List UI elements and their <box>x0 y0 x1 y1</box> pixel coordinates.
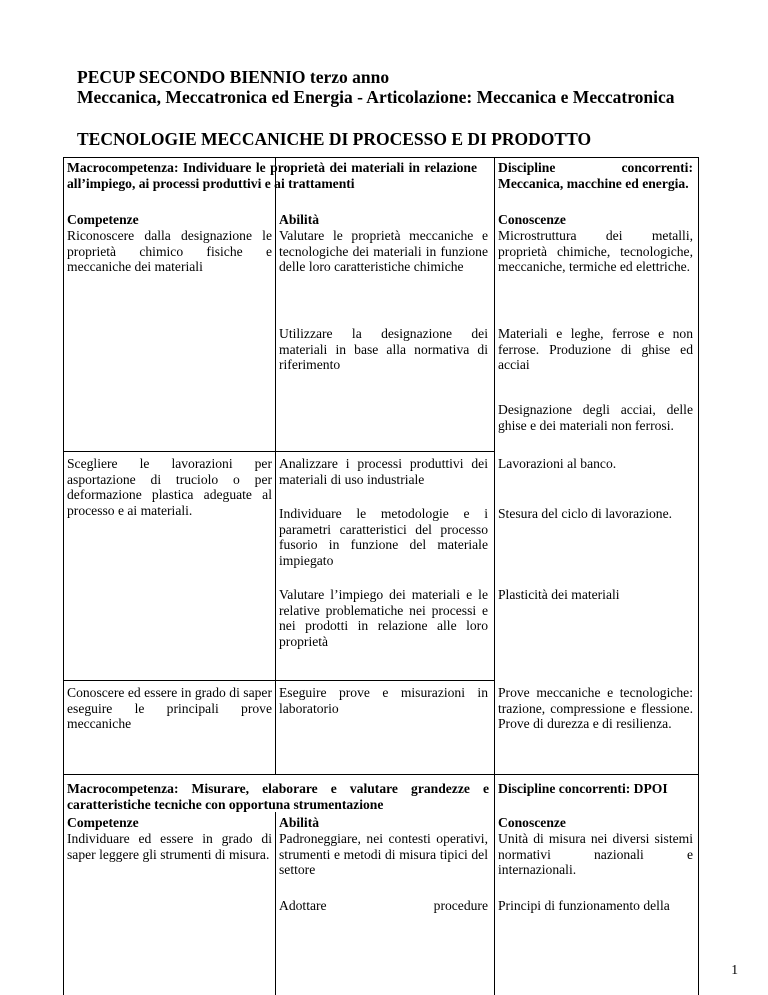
col-abilita-1: Abilità <box>279 212 320 227</box>
header-line-2: Meccanica, Meccatronica ed Energia - Articolazione: Meccanica e Meccatronica <box>77 87 675 107</box>
abilita-2-1: Padroneggiare, nei contesti operativi, strumenti e metodi di misura tipici del settore <box>279 831 488 878</box>
conoscenza-1-5: Stesura del ciclo di lavorazione. <box>498 506 673 521</box>
abilita-1-2: Utilizzare la designazione dei materiali in base alla normativa di riferimento <box>279 326 488 373</box>
abilita-1-5: Valutare l’impiego dei materiali e le relative problematiche nei processi e nei prodotti in relazione alle loro proprietà <box>279 587 488 649</box>
row-sep-2 <box>64 680 494 681</box>
competenza-1-3: Conoscere ed essere in grado di saper eseguire le principali prove meccaniche <box>67 685 272 732</box>
abilita-1-3: Analizzare i processi produttivi dei materiali di uso industriale <box>279 456 488 487</box>
col-conoscenze-2: Conoscenze <box>498 815 566 830</box>
col-competenze-1: Competenze <box>67 212 139 227</box>
col-sep-1 <box>275 158 276 774</box>
col-conoscenze-1: Conoscenze <box>498 212 566 227</box>
header-line-1: PECUP SECONDO BIENNIO terzo anno <box>77 67 390 87</box>
competenza-1-1: Riconoscere dalla designazione le proprietà chimico fisiche e meccaniche dei materiali <box>67 228 272 275</box>
col-abilita-2: Abilità <box>279 815 320 830</box>
conoscenza-2-1: Unità di misura nei diversi sistemi normativi nazionali e internazionali. <box>498 831 693 878</box>
block-sep <box>64 774 698 775</box>
col-sep-1b <box>275 812 276 995</box>
col-sep-2 <box>494 158 495 995</box>
conoscenza-1-1: Microstruttura dei metalli, proprietà chimiche, tecnologiche, meccaniche, termiche ed elettriche. <box>498 228 693 275</box>
abilita-1-6: Eseguire prove e misurazioni in laboratorio <box>279 685 488 716</box>
macrocompetenza-2: Macrocompetenza: Misurare, elaborare e valutare grandezze e caratteristiche tecniche con opportuna strumentazione <box>67 781 489 812</box>
abilita-1-4: Individuare le metodologie e i parametri caratteristici del processo fusorio in funzione del materiale impiegato <box>279 506 488 568</box>
curriculum-table <box>63 157 699 995</box>
abilita-1-1: Valutare le proprietà meccaniche e tecnologiche dei materiali in funzione delle loro caratteristiche chimiche <box>279 228 488 275</box>
conoscenza-1-2: Materiali e leghe, ferrose e non ferrose. Produzione di ghise ed acciai <box>498 326 693 373</box>
abilita-2-2: Adottare procedure <box>279 898 488 913</box>
row-sep-1 <box>64 451 494 452</box>
page-number: 1 <box>731 962 738 977</box>
conoscenza-1-3: Designazione degli acciai, delle ghise e dei materiali non ferrosi. <box>498 402 693 433</box>
conoscenza-1-6: Plasticità dei materiali <box>498 587 620 602</box>
competenza-2-1: Individuare ed essere in grado di saper leggere gli strumenti di misura. <box>67 831 272 862</box>
document-header <box>77 67 717 149</box>
conoscenza-1-4: Lavorazioni al banco. <box>498 456 617 471</box>
discipline-concorrenti-1: Discipline concorrenti: Meccanica, macchine ed energia. <box>498 160 693 191</box>
competenza-1-2: Scegliere le lavorazioni per asportazione di truciolo o per deformazione plastica adeguate al processo e ai materiali. <box>67 456 272 518</box>
macrocompetenza-1: Macrocompetenza: Individuare le proprietà dei materiali in relazione all’impiego, ai processi produttivi e ai trattamenti <box>67 160 477 191</box>
conoscenza-2-2: Principi di funzionamento della <box>498 898 670 913</box>
col-competenze-2: Competenze <box>67 815 139 830</box>
conoscenza-1-7: Prove meccaniche e tecnologiche: trazione, compressione e flessione. Prove di durezza e di resilienza. <box>498 685 693 732</box>
document-title: TECNOLOGIE MECCANICHE DI PROCESSO E DI PRODOTTO <box>77 129 592 149</box>
discipline-concorrenti-2: Discipline concorrenti: DPOI <box>498 781 668 796</box>
